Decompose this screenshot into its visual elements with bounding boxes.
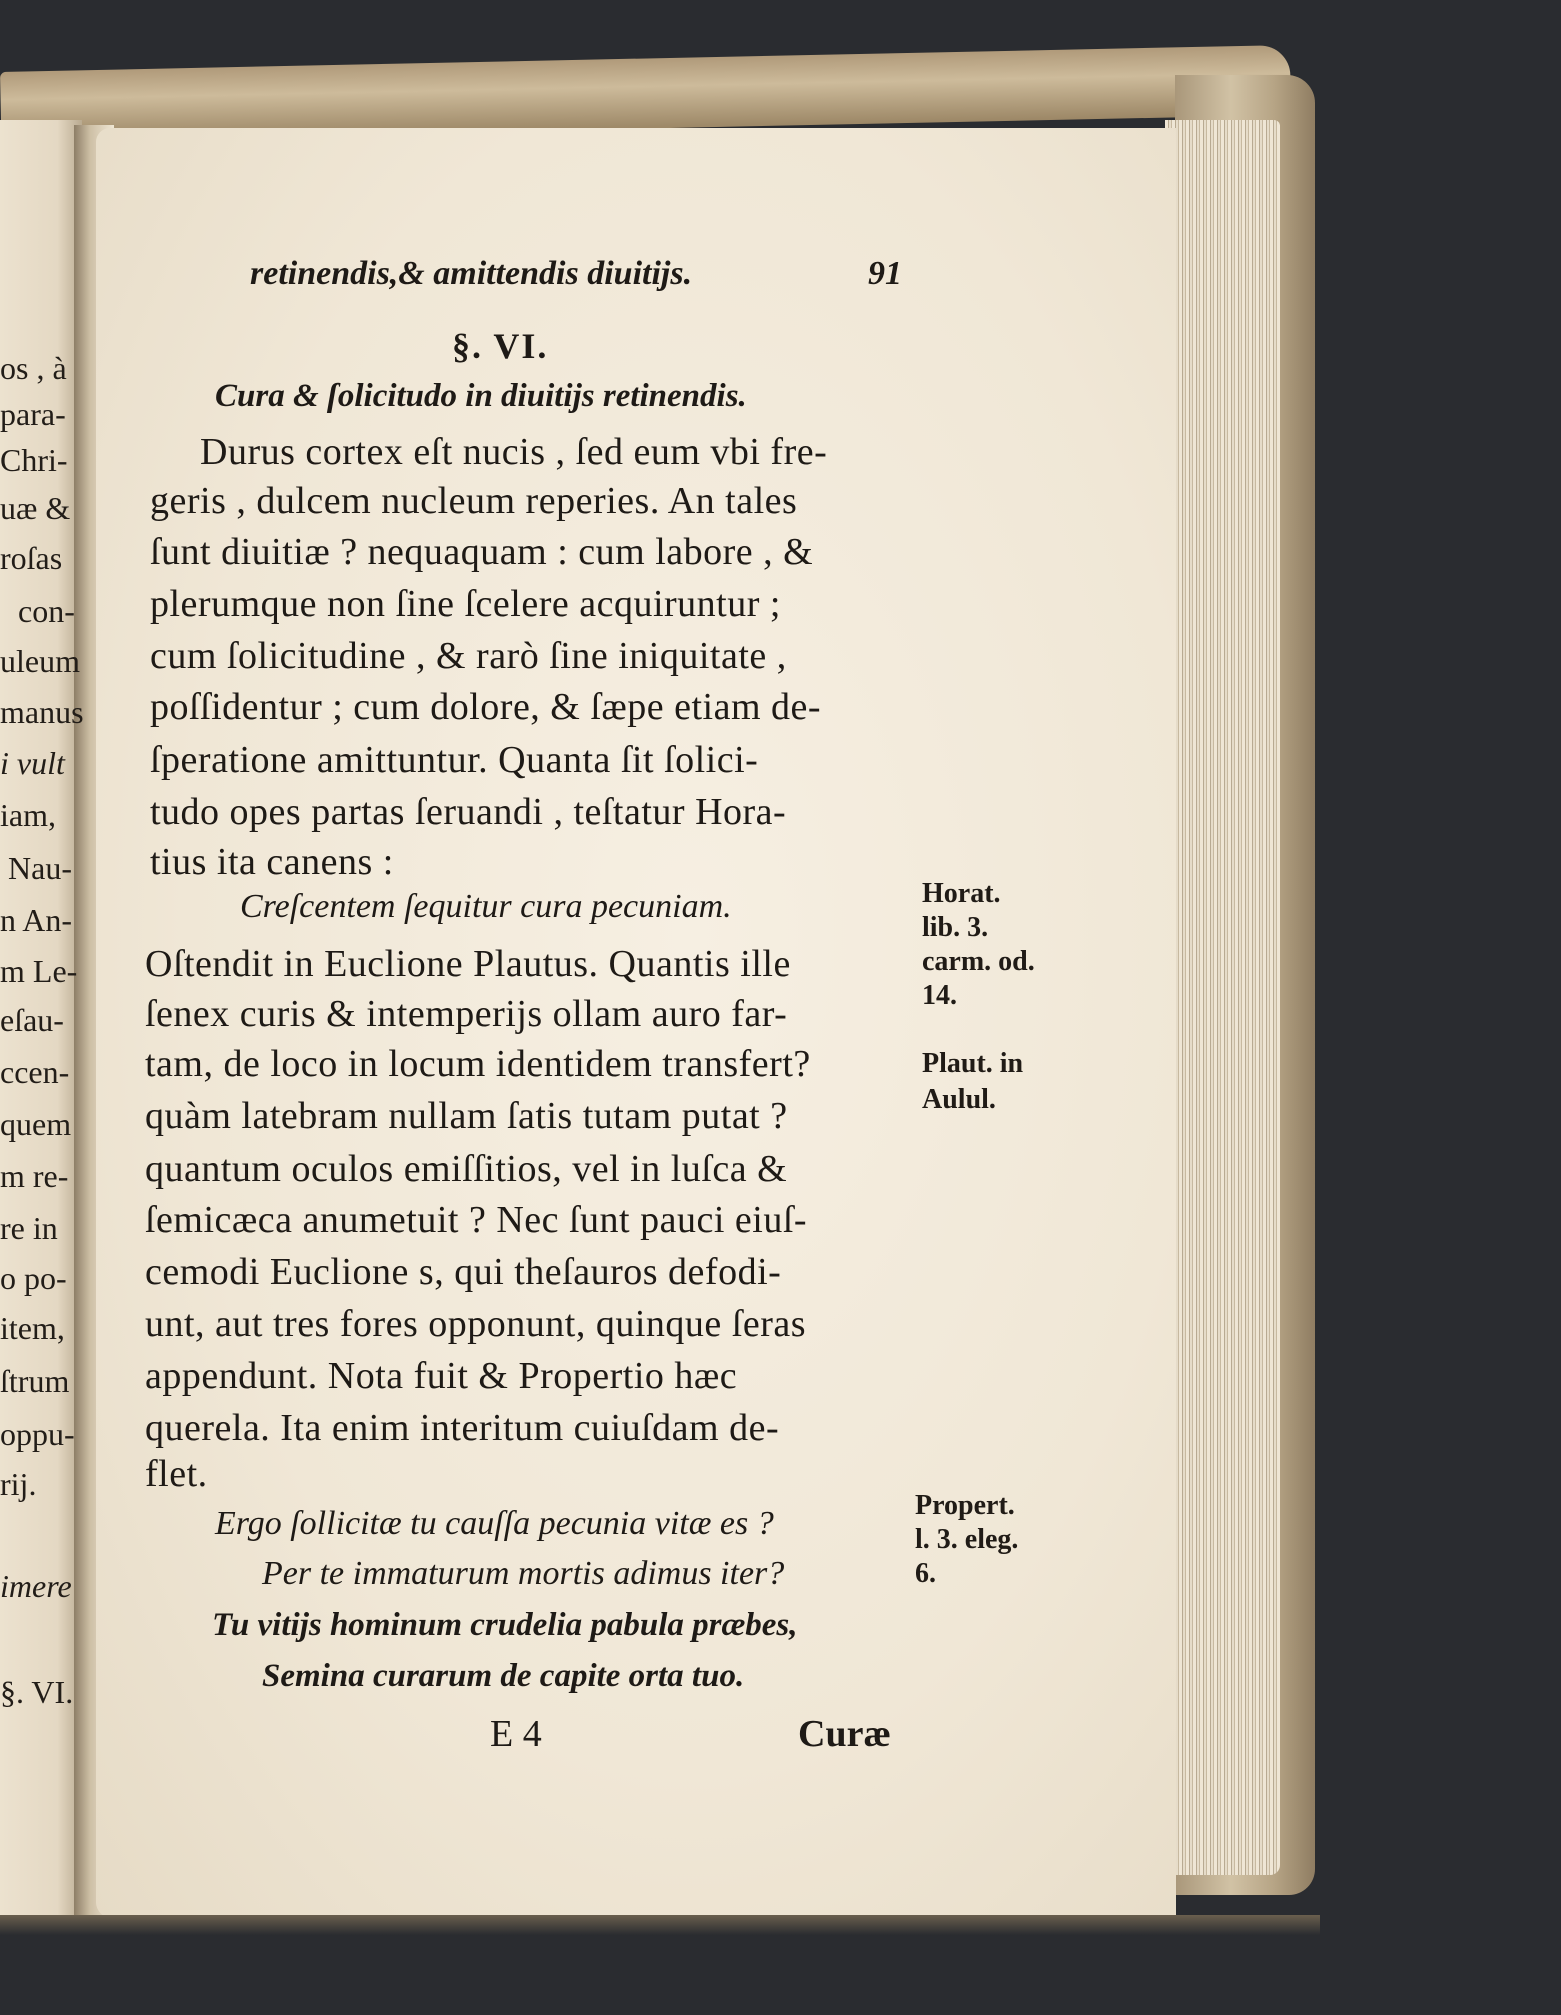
bottom-shadow (0, 1915, 1320, 1935)
left-fragment: i vult (0, 745, 65, 781)
text-line: unt, aut tres fores opponunt, quinque ſeras (145, 1303, 807, 1345)
page-edges (1165, 120, 1280, 1875)
note-line: carm. od. (922, 946, 1035, 977)
text-line: cemodi Euclione s, qui theſauros defodi- (145, 1251, 782, 1293)
section-subtitle: Cura & ſolicitudo in diuitijs retinendis. (215, 378, 747, 414)
note-line: 14. (922, 980, 957, 1011)
text-line: tudo opes partas ſeruandi , teſtatur Hora- (150, 791, 787, 833)
text-line: ſunt diuitiæ ? nequaquam : cum labore , & (150, 531, 814, 573)
page-number: 91 (868, 255, 902, 292)
left-fragment: para- (0, 396, 66, 432)
verse-line: Semina curarum de capite orta tuo. (262, 1658, 745, 1694)
text-line: flet. (145, 1453, 208, 1495)
left-fragment: ccen- (0, 1054, 70, 1090)
left-fragment: imere (0, 1568, 72, 1604)
text-line: quàm latebram nullam ſatis tutam putat ? (145, 1095, 788, 1137)
text-line: Durus cortex eſt nucis , ſed eum vbi fre- (200, 431, 828, 473)
text-line: plerumque non ſine ſcelere acquiruntur ; (150, 583, 781, 625)
text-line: poſſidentur ; cum dolore, & ſæpe etiam de- (150, 686, 822, 728)
left-fragment: iam, (0, 797, 56, 833)
left-fragment: roſas (0, 540, 63, 576)
text-line: tius ita canens : (150, 841, 394, 883)
text-line: querela. Ita enim interitum cuiuſdam de- (145, 1407, 780, 1449)
text-line: appendunt. Nota fuit & Propertio hæc (145, 1355, 738, 1397)
left-fragment: §. VI. (0, 1674, 74, 1710)
left-fragment: m Le- (0, 953, 78, 989)
text-line: quantum oculos emiſſitios, vel in luſca & (145, 1148, 788, 1190)
running-title: retinendis,& amittendis diuitijs. (250, 255, 693, 292)
verse-line: Per te immaturum mortis adimus iter? (262, 1555, 785, 1592)
text-line: ſenex curis & intemperijs ollam auro far- (145, 993, 788, 1035)
note-line: Horat. (922, 878, 1001, 909)
left-fragment: Nau- (8, 850, 72, 886)
text-line: cum ſolicitudine , & rarò ſine iniquitate , (150, 635, 787, 677)
left-fragment: uleum (0, 643, 80, 679)
left-fragment: m re- (0, 1158, 69, 1194)
note-line: Plaut. in (922, 1048, 1024, 1079)
left-fragment: oppu- (0, 1416, 75, 1452)
left-fragment: n An- (0, 902, 72, 938)
signature-mark: E 4 (490, 1713, 542, 1755)
left-fragment: ſtrum (0, 1363, 70, 1399)
text-line: tam, de loco in locum identidem transfert? (145, 1043, 811, 1085)
left-fragment: manus (0, 694, 84, 730)
left-fragment: eſau- (0, 1002, 64, 1038)
left-fragment: con- (18, 593, 75, 629)
text-line: ſperatione amittuntur. Quanta ſit ſolici- (150, 739, 759, 781)
verse-line: Tu vitijs hominum crudelia pabula præbes, (212, 1607, 798, 1643)
text-line: Oſtendit in Euclione Plautus. Quantis ille (145, 943, 791, 985)
text-line: geris , dulcem nucleum reperies. An tales (150, 480, 798, 522)
catchword: Curæ (798, 1713, 891, 1755)
text-line: ſemicæca anumetuit ? Nec ſunt pauci eiuſ- (145, 1199, 808, 1241)
quote-horace: Creſcentem ſequitur cura pecuniam. (240, 888, 732, 925)
verse-line: Ergo ſollicitæ tu cauſſa pecunia vitæ es ? (215, 1505, 774, 1542)
note-line: l. 3. eleg. (915, 1524, 1019, 1555)
note-line: lib. 3. (922, 912, 989, 943)
left-fragment: item, (0, 1310, 65, 1346)
left-fragment: re in (0, 1210, 58, 1246)
note-line: Propert. (915, 1490, 1015, 1521)
left-fragment: uæ & (0, 490, 71, 526)
left-fragment: rij. (0, 1466, 37, 1502)
left-fragment: quem (0, 1106, 72, 1142)
section-number: §. VI. (452, 326, 549, 366)
note-line: Aulul. (922, 1084, 996, 1115)
left-fragment: o po- (0, 1260, 67, 1296)
note-line: 6. (915, 1558, 936, 1589)
left-fragment: os , à (0, 350, 67, 386)
left-fragment: Chri- (0, 442, 68, 478)
